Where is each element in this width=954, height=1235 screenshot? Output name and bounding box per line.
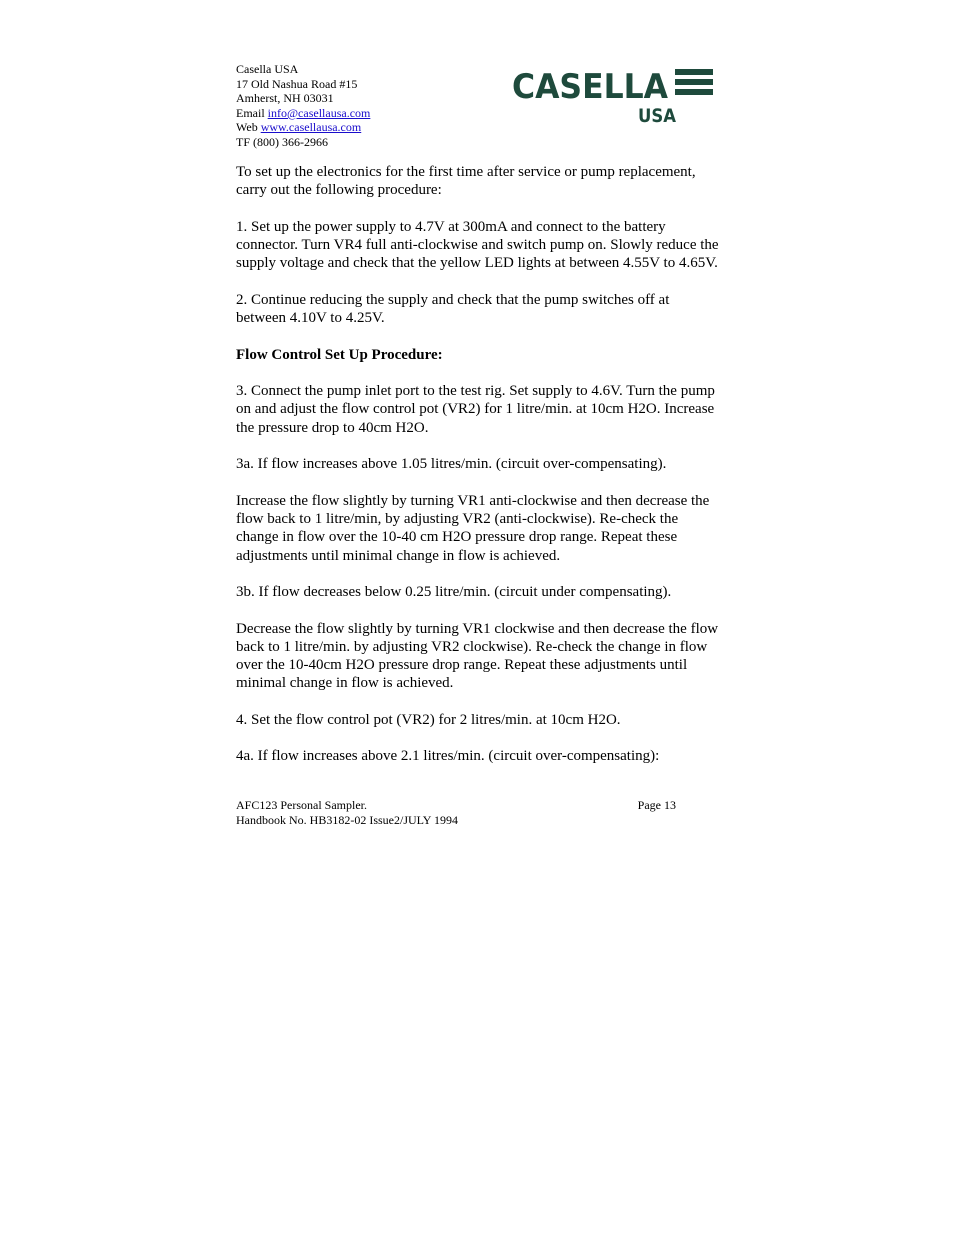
flow-control-heading: Flow Control Set Up Procedure: [236,346,443,363]
email-link[interactable]: info@casellausa.com [267,105,371,120]
logo-stripe-middle [675,79,713,85]
step-4a-paragraph: 4a. If flow increases above 2.1 litres/min. (circuit over-compensating): [236,748,660,765]
company-name: Casella USA [236,62,299,76]
step-3a-detail-paragraph: Increase the flow slightly by turning VR1 anti-clockwise and then decrease the flow back to 1 litre/min, by adjusting VR2 (anti-clockwise). Re-check the change in flow over the 10-40 cm H2O pressure drop range. Repeat these adjustments until minimal change in flow is achieved. [236,492,710,564]
city-address: Amherst, NH 03031 [236,91,334,106]
step-2-paragraph: 2. Continue reducing the supply and check that the pump switches off at between 4.10V to 4.25V. [236,291,670,327]
procedure-body [236,163,722,784]
email-label: Email [236,105,268,120]
footer-document-title: AFC123 Personal Sampler. [236,798,367,812]
phone-number: TF (800) 366-2966 [236,134,328,149]
email-line [236,106,370,121]
logo-stripe-bottom [675,89,713,95]
street-address: 17 Old Nashua Road #15 [236,76,358,91]
logo-wordmark: CASELLA [512,67,669,107]
step-3b-paragraph: 3b. If flow decreases below 0.25 litre/min. (circuit under compensating). [236,584,672,601]
intro-paragraph: To set up the electronics for the first time after service or pump replacement, carry out the following procedure: [236,164,696,199]
step-4-paragraph: 4. Set the flow control pot (VR2) for 2 litres/min. at 10cm H2O. [236,711,621,728]
logo-stripe-top [675,69,713,75]
page-footer [236,798,676,828]
step-3a-paragraph: 3a. If flow increases above 1.05 litres/min. (circuit over-compensating). [236,456,667,473]
web-link[interactable]: www.casellausa.com [260,120,362,135]
company-address-block [236,62,370,150]
logo-subtitle: USA [638,105,677,124]
footer-row [236,798,676,813]
step-3-paragraph: 3. Connect the pump inlet port to the test rig. Set supply to 4.6V. Turn the pump on and adjust the flow control pot (VR2) for 1 litre/min. at 10cm H2O. Increase the pressure drop to 40cm H2O. [236,383,715,436]
step-3b-detail-paragraph: Decrease the flow slightly by turning VR1 clockwise and then decrease the flow back to 1 litre/min. by adjusting VR2 clockwise). Re-check the change in flow over the 10-40cm H2O pressure drop range. Repeat these adjustments until minimal change in flow is achieved. [236,620,719,692]
web-line [236,120,370,135]
step-1-paragraph: 1. Set up the power supply to 4.7V at 300mA and connect to the battery connector. Turn VR4 full anti-clockwise and switch pump on. Slowly reduce the supply voltage and check that the yellow LED lights at between 4.55V to 4.65V. [236,218,719,272]
footer-page-number: Page 13 [637,798,676,812]
casella-logo [510,64,716,124]
footer-handbook-number: Handbook No. HB3182-02 Issue2/JULY 1994 [236,813,459,827]
web-label: Web [236,120,261,135]
